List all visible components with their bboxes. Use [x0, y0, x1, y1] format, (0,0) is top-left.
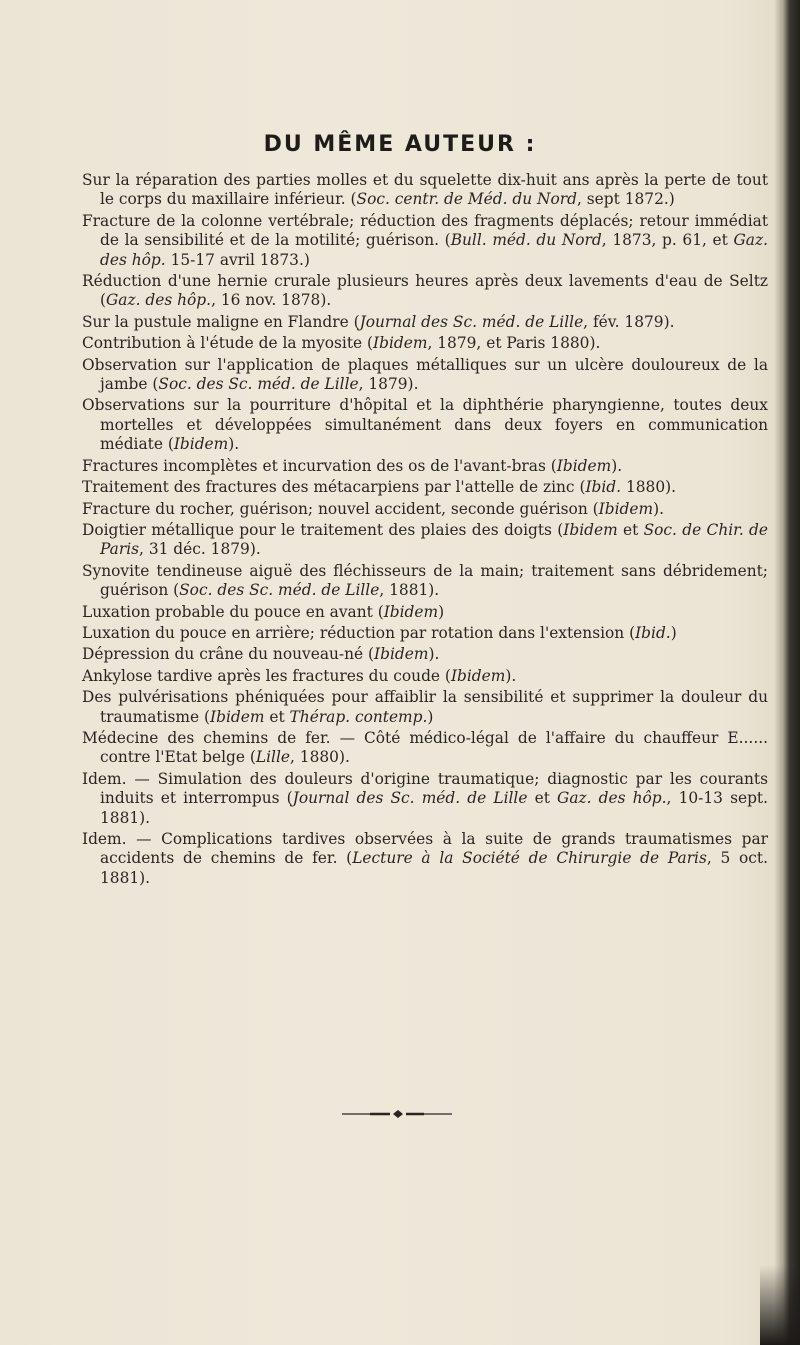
entry-source-citation: Gaz. des hôp.: [106, 291, 212, 310]
entry-text: , 31 déc. 1879).: [139, 540, 261, 559]
entry-source-citation: Ibidem: [210, 707, 265, 726]
entry-source-citation: Ibidem: [598, 499, 654, 518]
entry-text: ).: [228, 435, 240, 454]
bibliography-list: [82, 171, 768, 890]
entry-text: ).: [428, 645, 440, 664]
entry-source-citation: Soc. des Sc. méd. de Lille: [158, 375, 359, 394]
entry-source-citation: Ibidem: [373, 334, 428, 353]
entry-source-citation: Ibidem: [374, 645, 429, 664]
entry-text: Dépression du crâne du nouveau-né (: [82, 645, 375, 664]
entry-text: ): [438, 602, 445, 621]
entry-source-citation: Journal des Sc. méd. de Lille: [292, 789, 528, 808]
entry-text: Idem. — Complications tardives observées à la suite de grands traumatismes par accidents de chemins de fer. (: [82, 830, 768, 868]
entry-source-citation: Gaz. des hôp.: [557, 789, 667, 808]
entry-text: , 1879).: [358, 375, 419, 394]
entry-text: Fractures incomplètes et incurvation des os de l'avant-bras (: [82, 456, 557, 475]
entry-text: , 1873, p. 61, et: [601, 231, 734, 250]
entry-text: et: [527, 789, 558, 808]
entry-text: , 5 oct. 1881).: [100, 849, 768, 887]
entry-text: Sur la pustule maligne en Flandre (: [82, 312, 360, 331]
bibliography-entry: [82, 212, 768, 270]
entry-source-citation: Ibidem: [563, 520, 618, 539]
bibliography-entry: [82, 500, 768, 519]
entry-text: ): [427, 707, 434, 726]
entry-text: Luxation probable du pouce en avant (: [82, 602, 384, 621]
entry-text: ): [670, 623, 677, 642]
entry-text: Observations sur la pourriture d'hôpital et la diphthérie pharyngienne, toutes deux mortelles et développées simultanément dans deux foyers en communication médiate (: [82, 396, 768, 454]
entry-text: Idem. — Simulation des douleurs d'origine traumatique; diagnostic par les courants induits et interrompus (: [82, 769, 768, 808]
entry-text: Fracture du rocher, guérison; nouvel accident, seconde guérison (: [82, 499, 599, 518]
entry-source-citation: Lille: [255, 748, 291, 767]
entry-source-citation: Ibidem: [450, 666, 506, 685]
entry-text: Réduction d'une hernie crurale plusieurs heures après deux lavements d'eau de Seltz (: [82, 272, 768, 310]
entry-source-citation: Ibid.: [585, 478, 622, 497]
bibliography-entry: [82, 272, 768, 311]
entry-text: 1880).: [621, 478, 677, 497]
entry-source-citation: Thérap. contemp.: [289, 707, 428, 726]
entry-text: ).: [505, 666, 517, 685]
bibliography-entry: [82, 645, 768, 664]
bibliography-entry: [82, 729, 768, 768]
entry-text: , 1880).: [290, 748, 350, 767]
bibliography-entry: [82, 830, 768, 888]
entry-text: et: [264, 707, 290, 726]
bibliography-entry: [82, 770, 768, 828]
entry-text: , fév. 1879).: [583, 312, 675, 331]
entry-text: , sept 1872.): [576, 190, 675, 209]
entry-text: Contribution à l'étude de la myosite (: [82, 334, 374, 353]
entry-text: 15-17 avril 1873.): [165, 250, 310, 269]
entry-source-citation: Ibidem: [173, 435, 229, 454]
entry-source-citation: Bull. méd. du Nord: [450, 231, 602, 250]
entry-source-citation: Soc. centr. de Méd. du Nord: [356, 190, 577, 209]
entry-text: Luxation du pouce en arrière; réduction par rotation dans l'extension (: [82, 623, 636, 642]
entry-text: , 1879, et Paris 1880).: [427, 334, 601, 353]
entry-source-citation: Ibidem: [556, 456, 612, 475]
entry-text: ).: [653, 499, 664, 518]
bibliography-entry: [82, 562, 768, 601]
entry-text: Fracture de la colonne vertébrale; réduction des fragments déplacés; retour immédiat de la sensibilité et de la motilité; guérison. (: [82, 211, 768, 250]
bibliography-entry: [82, 603, 768, 622]
closing-ornament-icon: [340, 1108, 460, 1120]
bibliography-entry: [82, 624, 768, 643]
entry-text: Des pulvérisations phéniquées pour affaiblir la sensibilité et supprimer la douleur du traumatisme (: [82, 688, 768, 726]
bibliography-entry: [82, 521, 768, 560]
page-edge-shadow: [774, 0, 800, 1345]
entry-text: Ankylose tardive après les fractures du coude (: [82, 666, 451, 685]
entry-source-citation: Ibid.: [635, 623, 671, 642]
bibliography-entry: [82, 667, 768, 686]
bibliography-entry: [82, 688, 768, 727]
entry-source-citation: Lecture à la Société de Chirurgie de Paris: [352, 849, 707, 868]
entry-text: Médecine des chemins de fer. — Côté médico-légal de l'affaire du chauffeur E...... contre l'Etat belge (: [82, 728, 768, 767]
entry-source-citation: Ibidem: [383, 602, 439, 621]
entry-text: Sur la réparation des parties molles et du squelette dix-huit ans après la perte de tout le corps du maxillaire inférieur. (: [82, 171, 768, 209]
bibliography-entry: [82, 478, 768, 497]
entry-source-citation: Soc. des Sc. méd. de Lille: [179, 581, 380, 600]
entry-text: , 10-13 sept. 1881).: [100, 789, 769, 827]
bibliography-entry: [82, 313, 768, 332]
entry-source-citation: Soc. de Chir. de Paris: [100, 520, 768, 559]
entry-text: , 1881).: [379, 581, 440, 600]
entry-text: Observation sur l'application de plaques métalliques sur un ulcère douloureux de la jambe (: [82, 355, 768, 394]
bibliography-entry: [82, 171, 768, 210]
entry-text: et: [617, 520, 644, 539]
entry-text: ).: [611, 456, 623, 475]
entry-source-citation: Journal des Sc. méd. de Lille: [359, 312, 584, 331]
entry-text: Doigtier métallique pour le traitement des plaies des doigts (: [82, 520, 564, 539]
page-title: DU MÊME AUTEUR :: [263, 132, 537, 157]
entry-source-citation: Gaz. des hôp.: [100, 231, 768, 269]
bibliography-entry: [82, 396, 768, 454]
bibliography-entry: [82, 334, 768, 353]
entry-text: Synovite tendineuse aiguë des fléchisseurs de la main; traitement sans débridement; guérison (: [82, 561, 768, 600]
entry-text: Traitement des fractures des métacarpiens par l'attelle de zinc (: [82, 478, 586, 497]
page-corner-shadow: [760, 1265, 800, 1345]
bibliography-entry: [82, 356, 768, 395]
entry-text: , 16 nov. 1878).: [211, 291, 332, 310]
bibliography-entry: [82, 457, 768, 476]
